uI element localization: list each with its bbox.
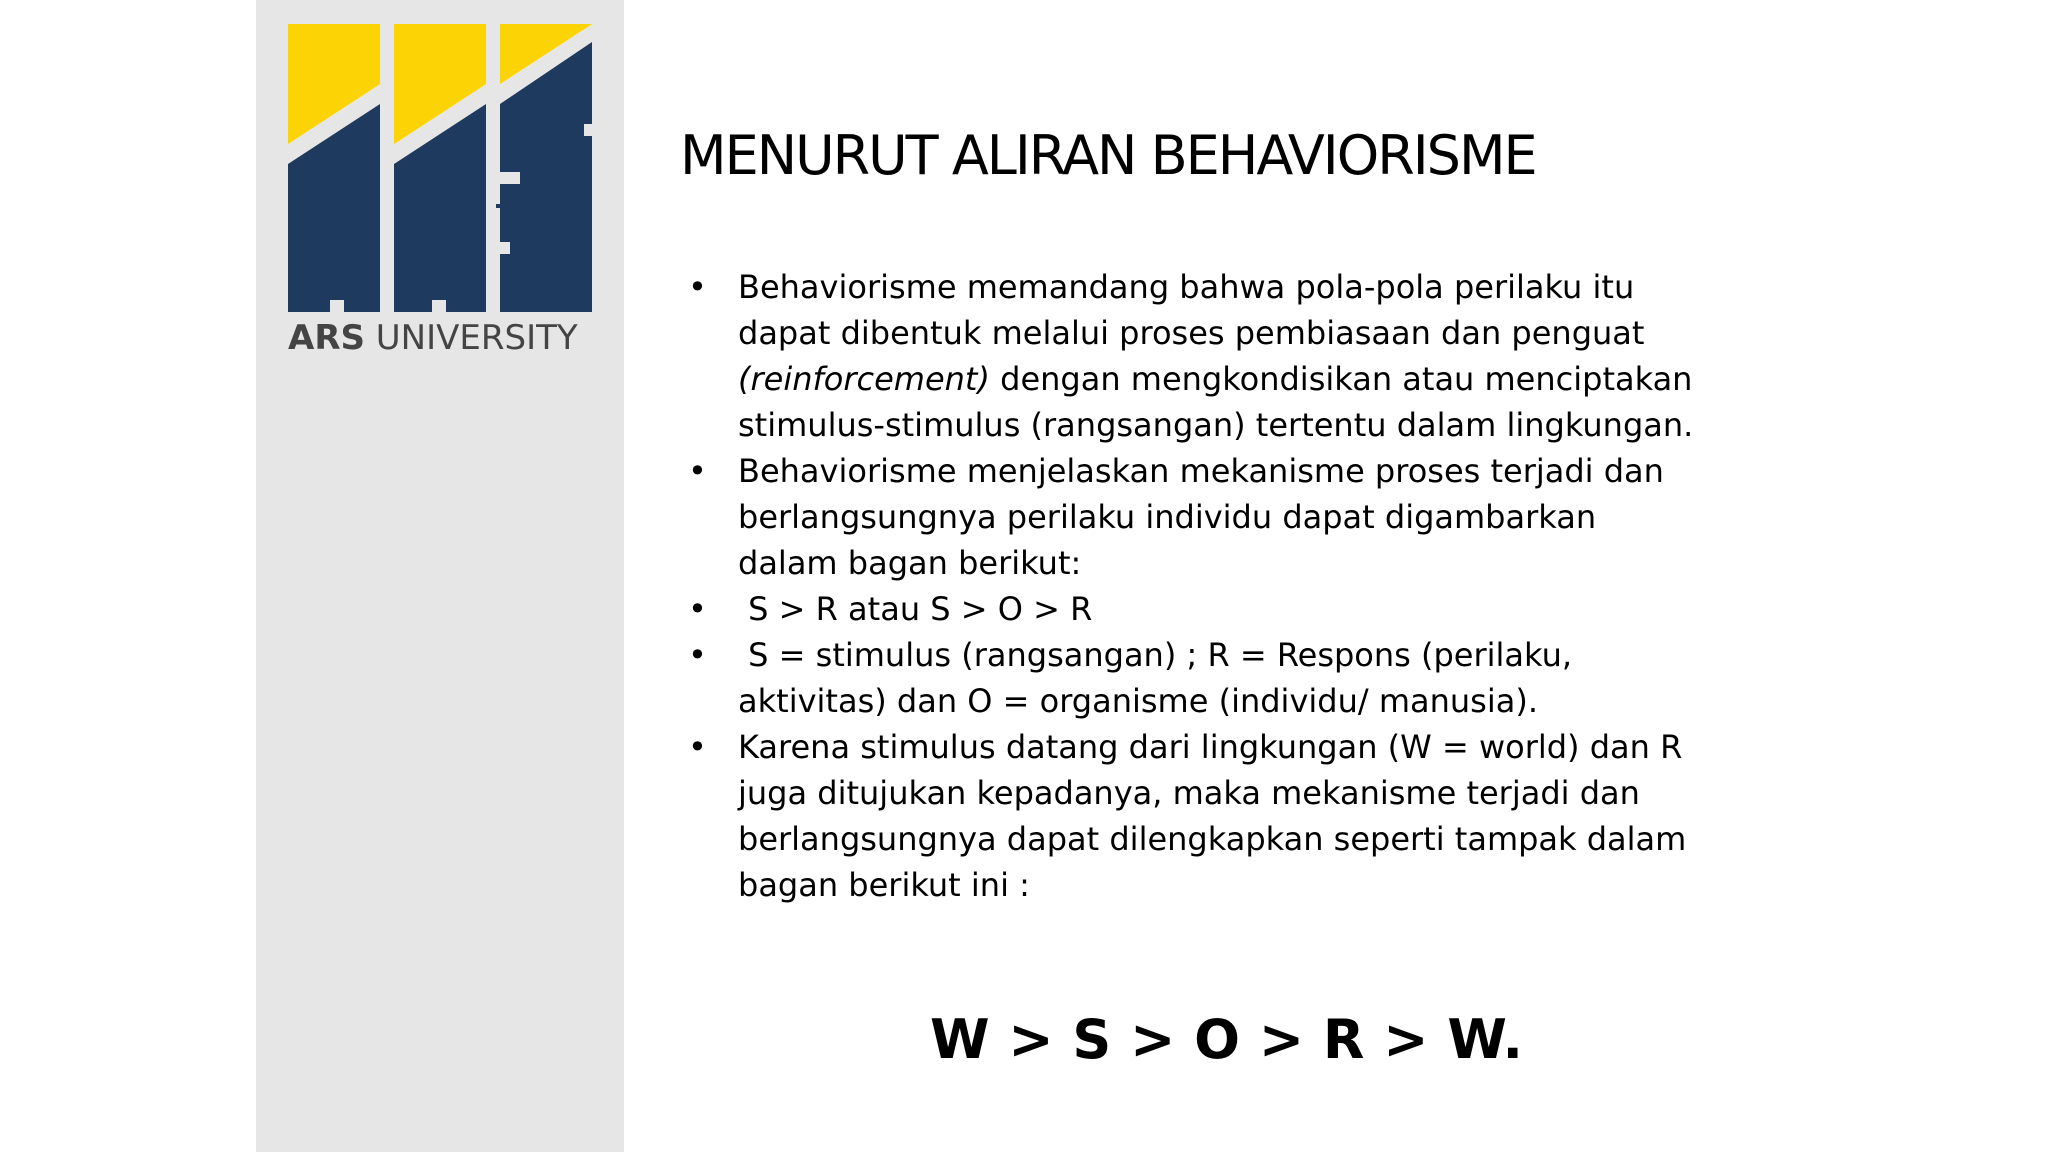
brand-name-bold: ARS: [288, 318, 365, 358]
slide-title: MENURUT ALIRAN BEHAVIORISME: [680, 124, 1536, 187]
bullet-italic-text: (reinforcement): [738, 360, 990, 398]
brand-name-regular: UNIVERSITY: [375, 318, 578, 358]
bullet-item: [686, 586, 1696, 632]
bullet-text: Karena stimulus datang dari lingkungan (W = world) dan R juga ditujukan kepadanya, maka mekanisme terjadi dan berlangsungnya dapat dilengkapkan seperti tampak dalam bagan berikut ini :: [738, 728, 1687, 904]
bullet-item: [686, 632, 1696, 724]
bullet-text: Behaviorisme menjelaskan mekanisme proses terjadi dan berlangsungnya perilaku individu dapat digambarkan dalam bagan berikut:: [738, 452, 1664, 582]
bullet-item: [686, 264, 1696, 448]
bullet-text: dengan mengkondisikan atau menciptakan stimulus-stimulus (rangsangan) tertentu dalam lingkungan.: [738, 360, 1694, 444]
bullet-text: S > R atau S > O > R: [738, 590, 1093, 628]
bullet-dot: •: [688, 268, 707, 306]
bullet-list: [686, 264, 1696, 908]
bullet-item: [686, 448, 1696, 586]
bullet-text: S = stimulus (rangsangan) ; R = Respons (perilaku, aktivitas) dan O = organisme (individu/ manusia).: [738, 636, 1583, 720]
ars-university-logo-icon: [288, 24, 592, 320]
bullet-dot: •: [688, 728, 707, 766]
bullet-dot: •: [688, 590, 707, 628]
bullet-dot: •: [688, 452, 707, 490]
bullet-item: [686, 724, 1696, 908]
formula-text: W > S > O > R > W.: [930, 1008, 1523, 1071]
bullet-text: Behaviorisme memandang bahwa pola-pola perilaku itu dapat dibentuk melalui proses pembiasaan dan penguat: [738, 268, 1645, 352]
brand-name: [288, 318, 608, 358]
bullet-dot: •: [688, 636, 707, 674]
